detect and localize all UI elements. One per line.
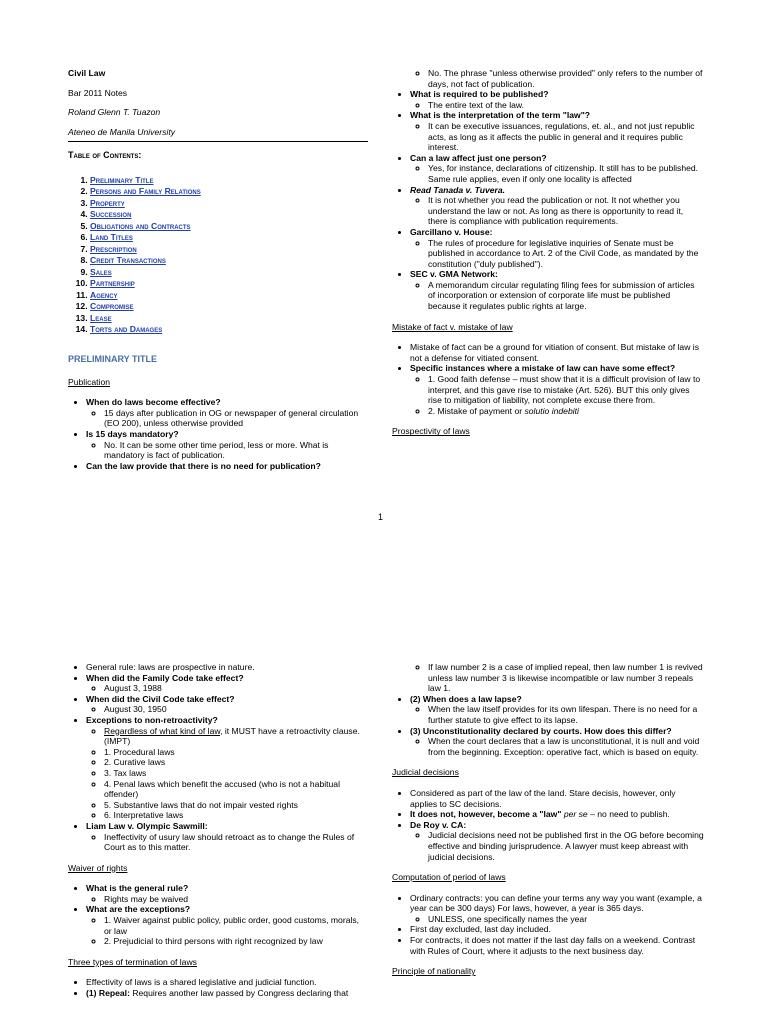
list-item: ◦ UNLESS, one specifically names the year [428, 914, 704, 925]
list-item: ◦ 4. Penal laws which benefit the accused (who is not a habitual offender) [104, 779, 368, 800]
list-item: • What are the exceptions? ◦ 1. Waiver against public policy, public order, good customs, morals, or law ◦ 2. Prejudicial to third persons with right recognized by law [86, 904, 368, 946]
list-item: • Read Tanada v. Tuvera. ◦ It is not whether you read the publication or not. It not whether you understand the law or not. As long as there is opportunity to read it, there is compliance with publication requirements. [410, 185, 704, 227]
list-item: ◦ No. The phrase "unless otherwise provided" only refers to the number of days, not fact of publication. [428, 68, 704, 89]
toc-item[interactable]: 4. Succession [90, 209, 368, 221]
waiver-list [68, 883, 368, 947]
termination-list-2 [392, 694, 704, 758]
list-item: ◦ When the law itself provides for its own lifespan. There is no need for a further statute to give effect to its lapse. [428, 704, 704, 725]
judicial-heading: Judicial decisions [392, 767, 459, 778]
toc-item[interactable]: 5. Obligations and Contracts [90, 221, 368, 233]
list-item: • First day excluded, last day included. [410, 924, 704, 935]
list-item: ◦ 1. Waiver against public policy, public order, good customs, morals, or law [104, 915, 368, 936]
list-item: • It does not, however, become a "law" per se – no need to publish. [410, 809, 704, 820]
prospectivity-list [68, 662, 368, 853]
list-item: • When did the Family Code take effect? ◦ August 3, 1988 [86, 673, 368, 694]
list-item: • What is the general rule? ◦ Rights may be waived [86, 883, 368, 904]
list-item: ◦ If law number 2 is a case of implied repeal, then law number 1 is revived unless law number 3 is likewise incompatible or law number 3 repeals law 1. [428, 662, 704, 694]
list-item: ◦ 2. Curative laws [104, 757, 368, 768]
list-item: ◦ Yes, for instance, declarations of citizenship. It still has to be published. Same rule applies, even if only one locality is affected [428, 163, 704, 184]
nationality-heading: Principle of nationality [392, 966, 476, 977]
list-item: • (2) When does a law lapse? ◦ When the law itself provides for its own lifespan. There is no need for a further statute to give effect to its lapse. [410, 694, 704, 726]
publication-list-cont [392, 68, 704, 89]
publication-list [68, 397, 368, 471]
publication-list-2 [392, 89, 704, 311]
page2-left-column [68, 662, 368, 1007]
list-item: • When did the Civil Code take effect? ◦ August 30, 1950 [86, 694, 368, 715]
list-item: ◦ No. It can be some other time period, less or more. What is mandatory is fact of publication. [104, 440, 368, 461]
list-item: ◦ When the court declares that a law is unconstitutional, it is null and void from the beginning. Exception: operative fact, which is based on equity. [428, 736, 704, 757]
list-item: • When do laws become effective? ◦ 15 days after publication in OG or newspaper of general circulation (EO 200), unless otherwise provided [86, 397, 368, 429]
list-item: • Liam Law v. Olympic Sawmill: ◦ Ineffectivity of usury law should retroact as to change the Rules of Court as to this matter. [86, 821, 368, 853]
page2-right-column [392, 662, 704, 987]
toc-item[interactable]: 13. Lease [90, 313, 368, 325]
toc-item[interactable]: 3. Property [90, 198, 368, 210]
toc-item[interactable]: 2. Persons and Family Relations [90, 186, 368, 198]
list-item: • Mistake of fact can be a ground for vitiation of consent. But mistake of law is not a defense for vitiated consent. [410, 342, 704, 363]
toc-item[interactable]: 10. Partnership [90, 278, 368, 290]
mistake-heading: Mistake of fact v. mistake of law [392, 321, 513, 332]
section-title: PRELIMINARY TITLE [68, 353, 158, 364]
list-item: ◦ 1. Procedural laws [104, 747, 368, 758]
list-item: • What is the interpretation of the term "law"? ◦ It can be executive issuances, regulations, et. al., and not just republic acts, as long as it affects the public in general and it requires public interest. [410, 110, 704, 152]
doc-title: Civil Law [68, 68, 106, 78]
list-item: • De Roy v. CA: ◦ Judicial decisions need not be published first in the OG before becoming effective and binding jurisprudence. A lawyer must keep abreast with judicial decisions. [410, 820, 704, 862]
list-item: • General rule: laws are prospective in nature. [86, 662, 368, 673]
list-item: ◦ 15 days after publication in OG or newspaper of general circulation (EO 200), unless otherwise provided [104, 408, 368, 429]
waiver-heading: Waiver of rights [68, 862, 128, 873]
list-item: • Ordinary contracts: you can define your terms any way you want (example, a year can be 300 days) For laws, however, a year is 365 days. ◦ UNLESS, one specifically names the year [410, 893, 704, 925]
computation-list [392, 893, 704, 957]
termination-list-cont [392, 662, 704, 694]
toc-item[interactable]: 1. Preliminary Title [90, 175, 368, 187]
list-item [410, 68, 704, 89]
list-item: • Garcillano v. House: ◦ The rules of procedure for legislative inquiries of Senate must be published in accordance to Art. 2 of the Civil Code, as mandated by the constitution ("duly published"). [410, 227, 704, 269]
page1-left-column [68, 68, 368, 479]
list-item: • Exceptions to non-retroactivity? ◦ Regardless of what kind of law, it MUST have a retroactivity clause. (IMPT) ◦ 1. Procedural laws ◦ 2. Curative laws ◦ 3. Tax laws ◦ 4. Penal laws which benefit the accused (who is not a habitual offender) ◦ 5. Substantive laws that do not impair vested rights ◦ 6. Interpretative laws [86, 715, 368, 821]
list-item: • Effectivity of laws is a shared legislative and judicial function. [86, 977, 368, 988]
list-item: ◦ Ineffectivity of usury law should retroact as to change the Rules of Court as to this matter. [104, 832, 368, 853]
page-2 [0, 532, 768, 1024]
list-item: ◦ A memorandum circular regulating filing fees for submission of articles of incorporation or extension of corporate life must be published because it regulates public rights at large. [428, 280, 704, 312]
list-item: ◦ Rights may be waived [104, 894, 368, 905]
toc-item[interactable]: 7. Prescription [90, 244, 368, 256]
list-item: • (3) Unconstitutionality declared by courts. How does this differ? ◦ When the court declares that a law is unconstitutional, it is null and void from the beginning. Exception: operative fact, which is based on equity. [410, 726, 704, 758]
list-item: ◦ 1. Good faith defense – must show that it is a difficult provision of law to interpret, and this gave rise to mistake (Art. 526). BUT this only gives rise to mitigation of liability, not complete excuse there from. [428, 374, 704, 406]
toc-item[interactable]: 11. Agency [90, 290, 368, 302]
list-item: ◦ The rules of procedure for legislative inquiries of Senate must be published in accordance to Art. 2 of the Civil Code, as mandated by the constitution ("duly published"). [428, 238, 704, 270]
toc-heading: Table of Contents: [68, 150, 142, 161]
list-item: ◦ August 30, 1950 [104, 704, 368, 715]
publication-heading: Publication [68, 376, 111, 387]
termination-heading: Three types of termination of laws [68, 956, 197, 967]
list-item: • (1) Repeal: Requires another law passed by Congress declaring that [86, 988, 368, 999]
list-item: ◦ 2. Mistake of payment or solutio indebiti [428, 406, 704, 417]
mistake-list [392, 342, 704, 416]
list-item: • Can the law provide that there is no need for publication? [86, 461, 368, 472]
list-item: • What is required to be published? ◦ The entire text of the law. [410, 89, 704, 110]
list-item: ◦ It is not whether you read the publication or not. It not whether you understand the law or not. As long as there is opportunity to read it, there is compliance with publication requirements. [428, 195, 704, 227]
toc-list [68, 175, 368, 336]
toc-item[interactable]: 8. Credit Transactions [90, 255, 368, 267]
judicial-list [392, 788, 704, 862]
list-item: ◦ 3. Tax laws [104, 768, 368, 779]
list-item: • SEC v. GMA Network: ◦ A memorandum circular regulating filing fees for submission of articles of incorporation or extension of corporate life must be published because it regulates public rights at large. [410, 269, 704, 311]
computation-heading: Computation of period of laws [392, 872, 506, 883]
toc-item[interactable]: 6. Land Titles [90, 232, 368, 244]
list-item [410, 662, 704, 694]
list-item: • Is 15 days mandatory? ◦ No. It can be some other time period, less or more. What is mandatory is fact of publication. [86, 429, 368, 461]
doc-school: Ateneo de Manila University [68, 127, 368, 143]
list-item: ◦ 6. Interpretative laws [104, 810, 368, 821]
page1-right-column [392, 68, 704, 447]
toc-item[interactable]: 14. Torts and Damages [90, 324, 368, 336]
list-item: • Considered as part of the law of the land. Stare decisis, however, only applies to SC decisions. [410, 788, 704, 809]
list-item: • Can a law affect just one person? ◦ Yes, for instance, declarations of citizenship. It still has to be published. Same rule applies, even if only one locality is affected [410, 153, 704, 185]
toc-item[interactable]: 12. Compromise [90, 301, 368, 313]
list-item: ◦ Regardless of what kind of law, it MUST have a retroactivity clause. (IMPT) [104, 726, 368, 747]
doc-subtitle: Bar 2011 Notes [68, 87, 128, 98]
doc-author: Roland Glenn T. Tuazon [68, 107, 161, 118]
page-number: 1 [378, 512, 384, 522]
list-item: ◦ It can be executive issuances, regulations, et. al., and not just republic acts, as long as it affects the public in general and it requires public interest. [428, 121, 704, 153]
list-item: ◦ 2. Prejudicial to third persons with right recognized by law [104, 936, 368, 947]
list-item: ◦ The entire text of the law. [428, 100, 704, 111]
termination-list [68, 977, 368, 998]
list-item: ◦ August 3, 1988 [104, 683, 368, 694]
list-item: • For contracts, it does not matter if the last day falls on a weekend. Contrast with Rules of Court, where it adjusts to the next business day. [410, 935, 704, 956]
list-item: ◦ Judicial decisions need not be published first in the OG before becoming effective and binding jurisprudence. A lawyer must keep abreast with judicial decisions. [428, 830, 704, 862]
prospectivity-heading: Prospectivity of laws [392, 426, 470, 437]
list-item: • Specific instances where a mistake of law can have some effect? ◦ 1. Good faith defense – must show that it is a difficult provision of law to interpret, and this gave rise to mistake (Art. 526). BUT this only gives rise to mitigation of liability, not complete excuse there from. ◦ 2. Mistake of payment or solutio indebiti [410, 363, 704, 416]
toc-item[interactable]: 9. Sales [90, 267, 368, 279]
list-item: ◦ 5. Substantive laws that do not impair vested rights [104, 800, 368, 811]
